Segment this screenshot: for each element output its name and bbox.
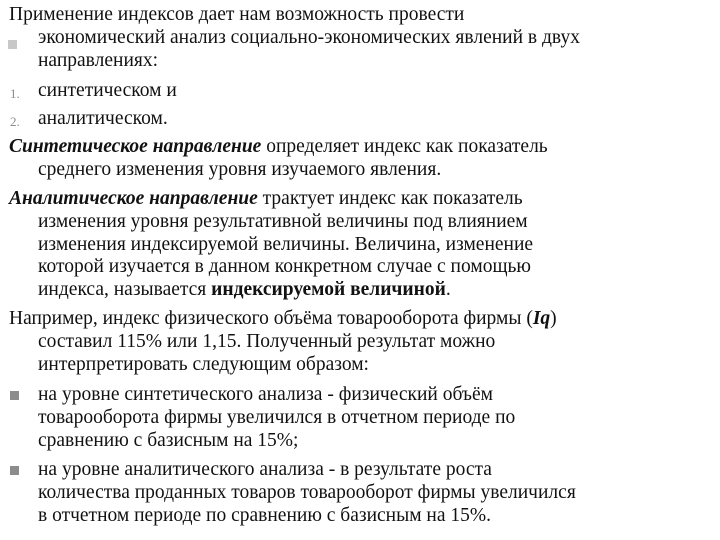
bullet-item [0,459,715,527]
intro-line: направлениях: [38,49,159,71]
example-text: ) [550,308,557,329]
synthetic-paragraph [0,136,715,182]
analytic-bold-term: индексируемой величиной [211,279,446,301]
analytic-text: индекса, называется [38,279,212,301]
intro-paragraph [0,4,715,72]
synthetic-term: Синтетическое направление [9,136,262,157]
synthetic-text: определяет индекс как показатель [261,136,548,157]
intro-line: экономический анализ социально-экономических явлений в двух [38,26,580,48]
analytic-line: изменения уровня результативной величины под влиянием [38,210,528,232]
bullet-line: сравнению с базисным на 15%; [38,429,299,451]
analytic-text: трактует индекс как показатель [257,188,523,209]
bullet-line: в отчетном периоде по сравнению с базисным на 15%. [38,504,491,526]
example-line [0,308,715,331]
numbered-item [0,108,715,131]
analytic-line [0,279,715,302]
synthetic-line: среднего изменения уровня изучаемого явления. [38,158,442,180]
index-symbol: Iq [532,308,551,329]
list-number: 1. [10,86,20,101]
example-line: составил 115% или 1,15. Полученный результат можно [38,330,496,352]
example-paragraph [0,308,715,376]
bullet-square-icon [10,391,19,400]
bullet-line: на уровне синтетического анализа - физический объём [38,384,494,405]
synthetic-line [0,136,715,159]
numbered-item [0,80,715,103]
example-text: Например, индекс физического объёма товарооборота фирмы ( [9,308,533,329]
list-item-text: синтетическом и [38,80,177,101]
example-line: интерпретировать следующим образом: [38,353,369,375]
analytic-line: изменения индексируемой величины. Величина, изменение [38,233,534,255]
analytic-term: Аналитическое направление [9,188,258,209]
list-item-text: аналитическом. [38,108,168,129]
bullet-item [0,384,715,452]
bullet-line: на уровне аналитического анализа - в результате роста [38,459,492,480]
intro-line: Применение индексов дает нам возможность провести [9,4,465,25]
analytic-paragraph [0,188,715,302]
bullet-line: количества проданных товаров товарооборот фирмы увеличился [38,481,576,503]
analytic-text: . [445,279,451,301]
bullet-square-icon [10,466,19,475]
list-number: 2. [10,114,20,129]
bullet-square-icon [8,40,17,49]
bullet-line: товарооборота фирмы увеличился в отчетном периоде по [38,406,516,428]
analytic-line [0,188,715,211]
analytic-line: которой изучается в данном конкретном случае с помощью [38,256,531,278]
